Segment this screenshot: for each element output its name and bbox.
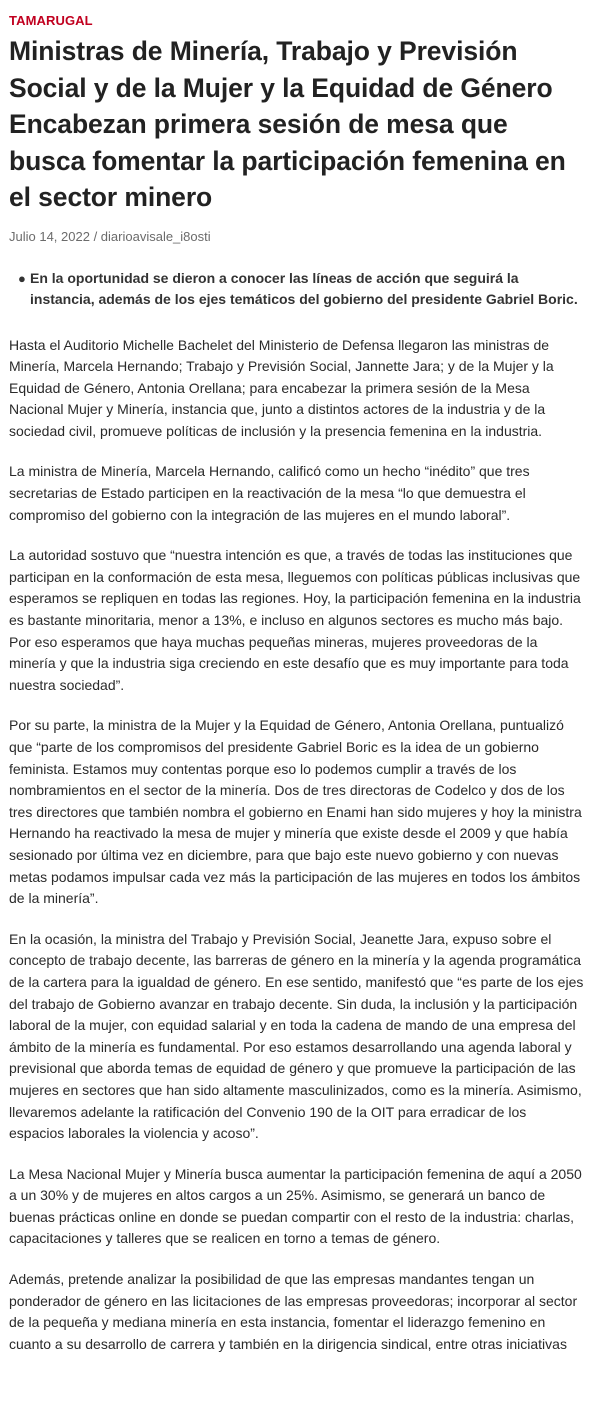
author-link[interactable]: diarioavisale_i8osti xyxy=(100,228,211,244)
article-meta xyxy=(9,229,585,244)
date-link[interactable]: Julio 14, 2022 xyxy=(9,228,90,244)
paragraph: Hasta el Auditorio Michelle Bachelet del Ministerio de Defensa llegaron las ministras de Minería, Marcela Hernando; Trabajo y Previsión Social, Jannette Jara; y de la Mujer y la Equidad de Género, Antonia Orellana; para encabezar la primera sesión de la Mesa Nacional Mujer y Minería, instancia que, junto a distintos actores de la industria y de la sociedad civil, promueve políticas de inclusión y la presencia femenina en la industria. xyxy=(9,336,554,439)
meta-separator: / xyxy=(89,228,101,244)
paragraph: Además, pretende analizar la posibilidad de que las empresas mandantes tengan un ponderador de género en las licitaciones de las empresas proveedoras; incorporar al sector de la pequeña y mediana minería en esta instancia, fomentar el liderazgo femenino en cuanto a su desarrollo de carrera y también en la dirigencia sindical, entre otras iniciativas xyxy=(9,1271,578,1352)
paragraph: La Mesa Nacional Mujer y Minería busca aumentar la participación femenina de aquí a 2050 a un 30% y de mujeres en altos cargos a un 25%. Asimismo, se generará un banco de buenas prácticas online en donde se puedan compartir con el resto de la industria: charlas, capacitaciones y talleres que se realicen en torno a temas de género. xyxy=(9,1165,582,1247)
article-title: Ministras de Minería, Trabajo y Previsión Social y de la Mujer y la Equidad de Género Encabezan primera sesión de mesa que busca fomentar la participación femenina en el sector minero xyxy=(9,36,566,212)
bullet-icon: ● xyxy=(18,270,26,286)
lead-text: En la oportunidad se dieron a conocer las líneas de acción que seguirá la instancia, además de los ejes temáticos del gobierno del presidente Gabriel Boric. xyxy=(30,269,578,307)
paragraph: En la ocasión, la ministra del Trabajo y Previsión Social, Jeanette Jara, expuso sobre el concepto de trabajo decente, las barreras de género en la minería y la agenda programática de la cartera para la igualdad de género. En ese sentido, manifestó que “es parte de los ejes del trabajo de Gobierno avanzar en trabajo decente. Sin duda, la inclusión y la participación laboral de la mujer, con equidad salarial y en toda la cadena de mando de una empresa del ámbito de la minería es fundamental. Por eso estamos desarrollando una agenda laboral y previsional que aborda temas de equidad de género y que promueve la participación de las mujeres en sectores que han sido altamente masculinizados, como es la minería. Asimismo, llevaremos adelante la ratificación del Convenio 190 de la OIT para erradicar de los espacios laborales la violencia y acoso”. xyxy=(9,930,584,1142)
article-body xyxy=(9,335,585,1356)
lead-item xyxy=(18,268,585,311)
category-link[interactable]: TAMARUGAL xyxy=(9,13,93,28)
paragraph: La autoridad sostuvo que “nuestra intención es que, a través de todas las instituciones que participan en la conformación de esta mesa, lleguemos con políticas públicas inclusivas que esperamos se repliquen en todas las regiones. Hoy, la participación femenina en la industria es bastante minoritaria, menor a 13%, e incluso en algunos sectores es mucho más bajo. Por eso esperamos que haya muchas pequeñas mineras, mujeres proveedoras de la minería y que la industria siga creciendo en este desafío que es muy importante para toda nuestra sociedad”. xyxy=(9,547,581,693)
paragraph: La ministra de Minería, Marcela Hernando, calificó como un hecho “inédito” que tres secretarias de Estado participen en la reactivación de la mesa “lo que demuestra el compromiso del gobierno con la integración de las mujeres en el mundo laboral”. xyxy=(9,463,530,523)
lead-list xyxy=(9,268,585,311)
paragraph: Por su parte, la ministra de la Mujer y la Equidad de Género, Antonia Orellana, puntualizó que “parte de los compromisos del presidente Gabriel Boric es la idea de un gobierno feminista. Estamos muy contentas porque eso lo podemos cumplir a través de los nombramientos en el sector de la minería. Dos de tres directoras de Codelco y dos de los tres directores que también nombra el gobierno en Enami han sido mujeres y hoy la ministra Hernando ha reactivado la mesa de mujer y minería que existe desde el 2009 y que había sesionado por última vez en diciembre, para que bajo este nuevo gobierno y con nuevas metas podamos impulsar cada vez más la participación de las mujeres en todos los ámbitos de la minería”. xyxy=(9,717,582,907)
